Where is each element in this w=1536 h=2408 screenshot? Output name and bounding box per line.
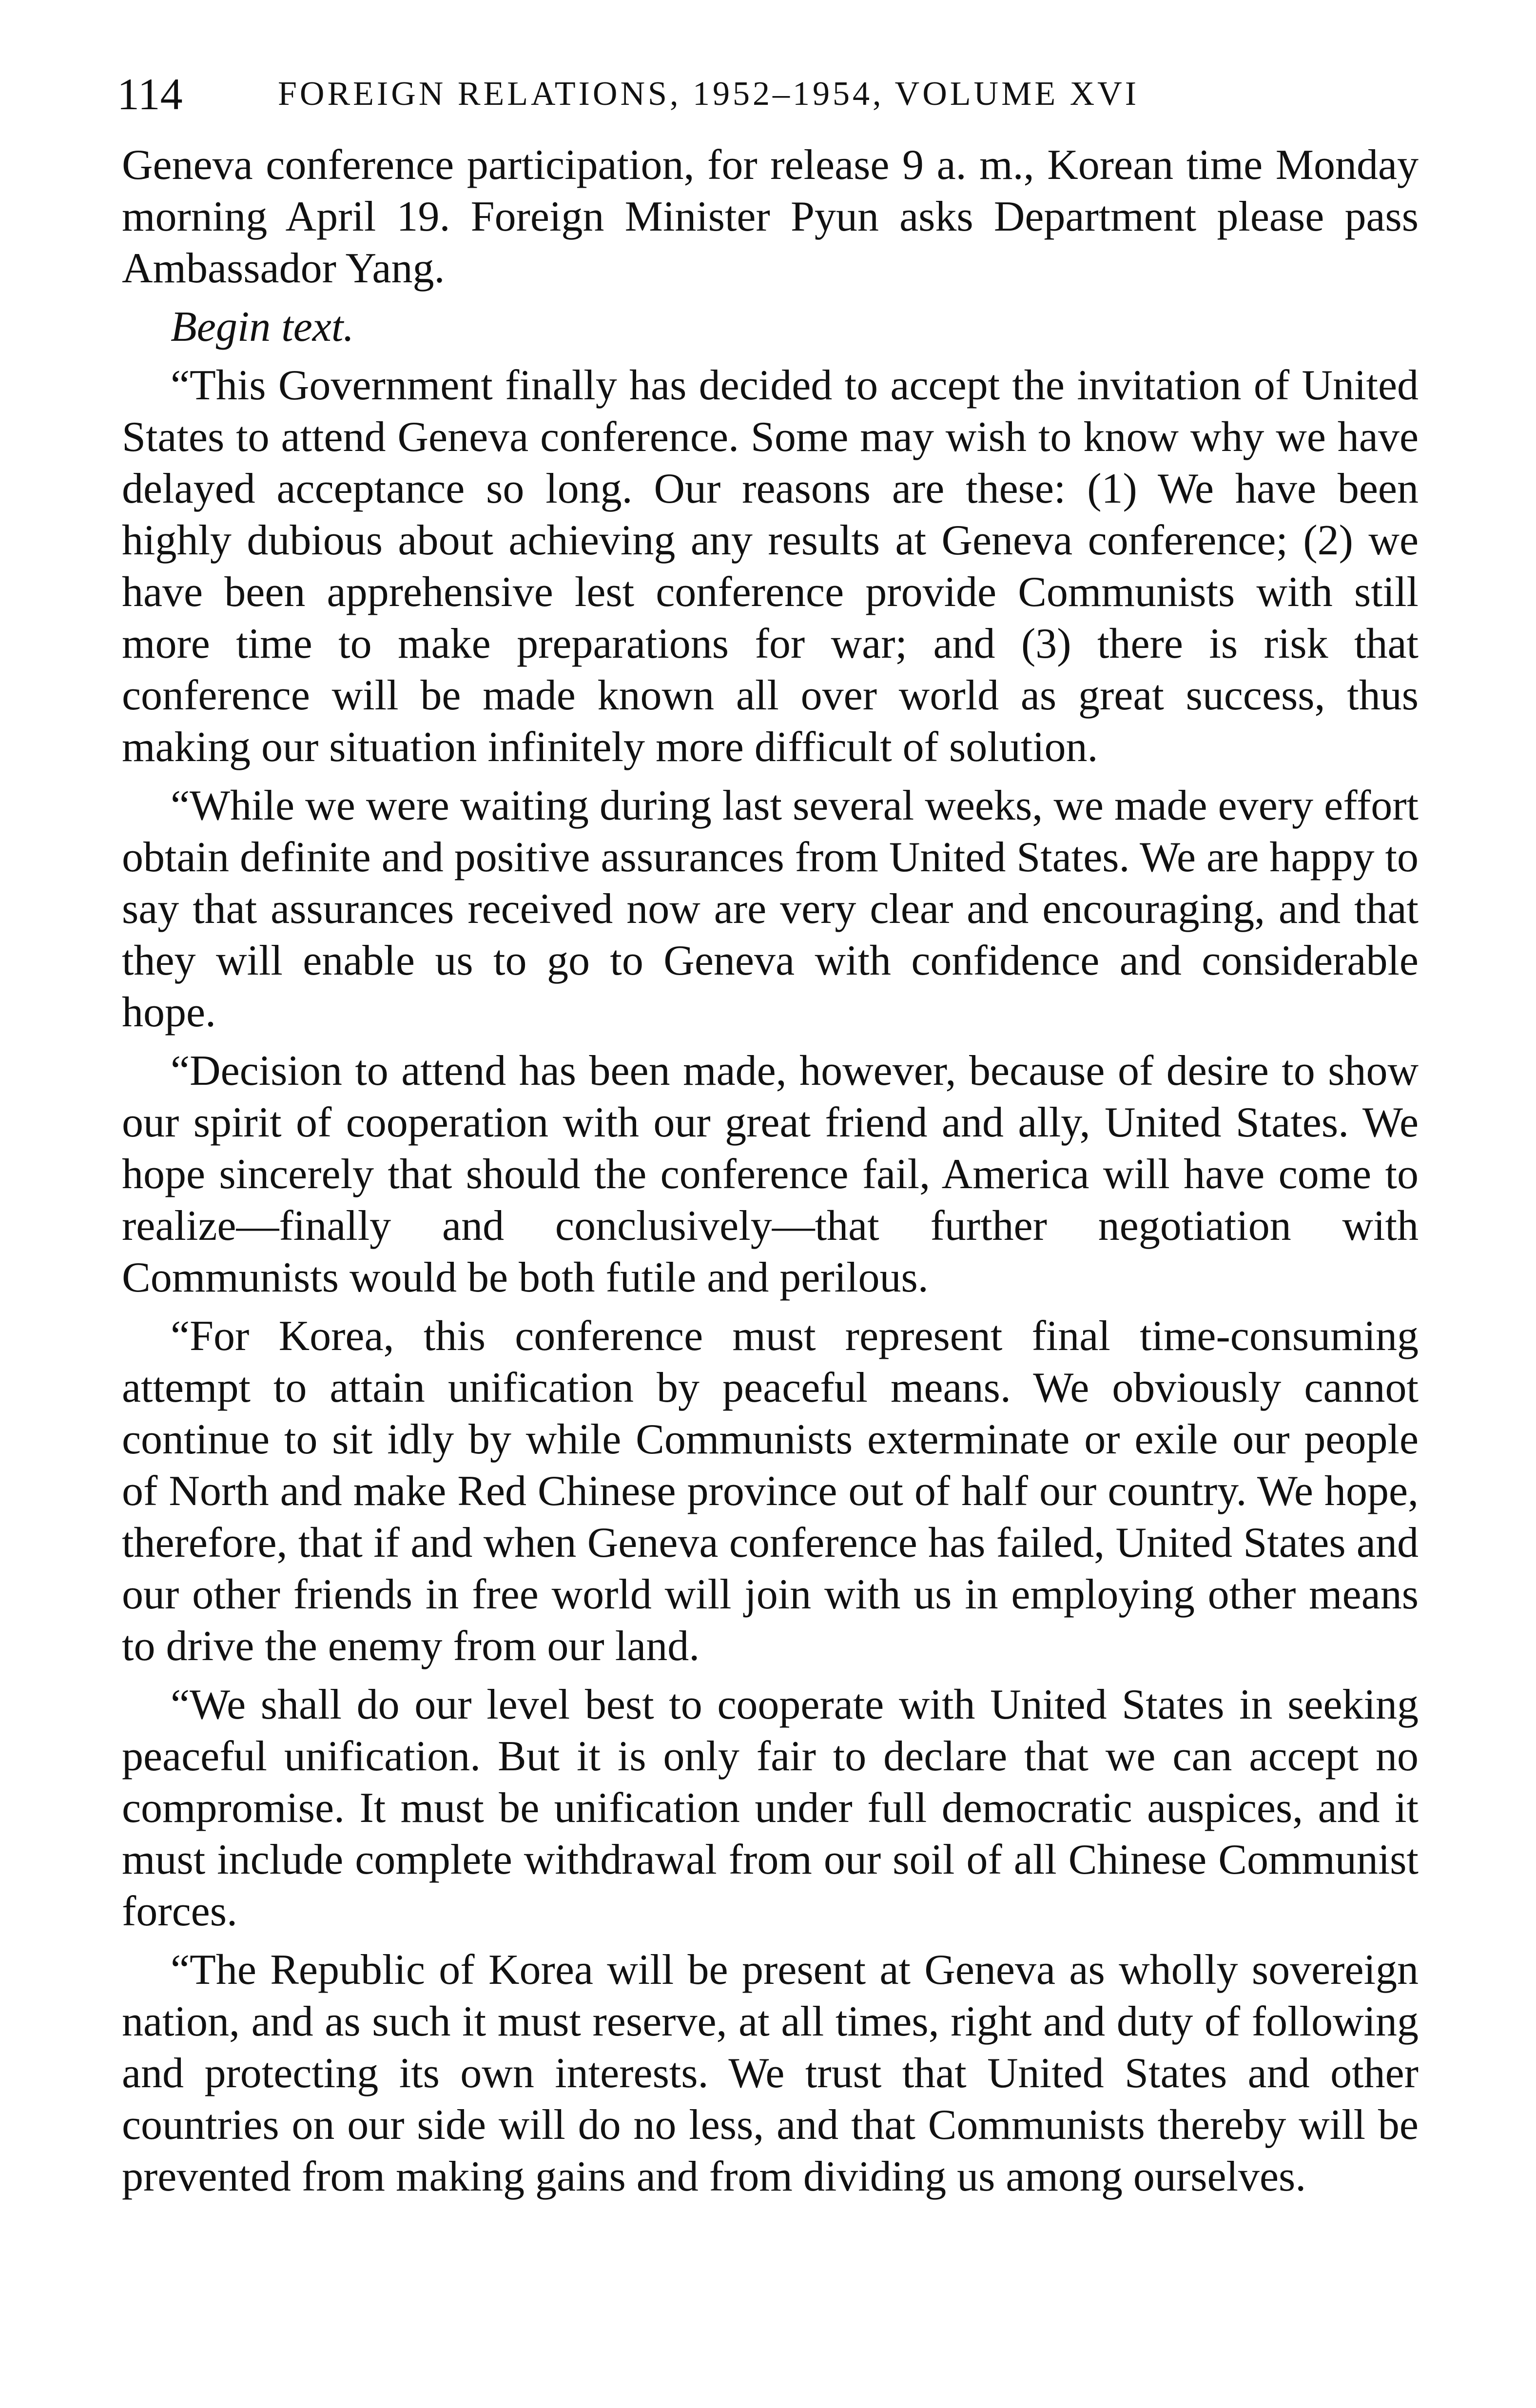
paragraph-cooperation: “Decision to attend has been made, however, because of desire to show our spirit of cooperation with our great friend and ally, United States. We hope sincerely that should the conference fail, America will have come to realize—finally and conclusively—that further negotiation with Communists would be both futile and perilous. [122,1047,1419,1301]
page-header [117,58,1433,131]
paragraph-intro: Geneva conference participation, for release 9 a. m., Korean time Monday morning April 19. Foreign Minister Pyun asks Department please pass Ambassador Yang. [122,141,1419,292]
paragraph-korea: “For Korea, this conference must represent final time-consuming attempt to attain unification by peaceful means. We obviously cannot continue to sit idly by while Communists exterminate or exile our people of North and make Red Chinese province out of half our country. We hope, therefore, that if and when Geneva conference has failed, United States and our other friends in free world will join with us in employing other means to drive the enemy from our land. [122,1312,1419,1670]
document-body [122,139,1419,2210]
paragraph-assurances: “While we were waiting during last several weeks, we made every effort obtain definite and positive assurances from United States. We are happy to say that assurances received now are very clear and encouraging, and that they will enable us to go to Geneva with confidence and considerable hope. [122,782,1419,1036]
paragraph-unification: “We shall do our level best to cooperate with United States in seeking peaceful unification. But it is only fair to declare that we can accept no compromise. It must be unification under full democratic auspices, and it must include complete withdrawal from our soil of all Chinese Communist forces. [122,1681,1419,1935]
running-title: FOREIGN RELATIONS, 1952–1954, VOLUME XVI [278,75,1140,113]
begin-text-label: Begin text. [171,303,354,351]
paragraph-decision: “This Government finally has decided to accept the invitation of United States to attend Geneva conference. Some may wish to know why we have delayed acceptance so long. Our reasons are these: (1) We have been highly dubious about achieving any results at Geneva conference; (2) we have been apprehensive lest conference provide Communists with still more time to make preparations for war; and (3) there is risk that conference will be made known all over world as great success, thus making our situation infinitely more difficult of solution. [122,362,1419,771]
paragraph-sovereignty: “The Republic of Korea will be present at Geneva as wholly sovereign nation, and as such it must reserve, at all times, right and duty of following and protecting its own interests. We trust that United States and other countries on our side will do no less, and that Communists thereby will be prevented from making gains and from dividing us among ourselves. [122,1946,1419,2200]
page-number: 114 [117,69,183,119]
